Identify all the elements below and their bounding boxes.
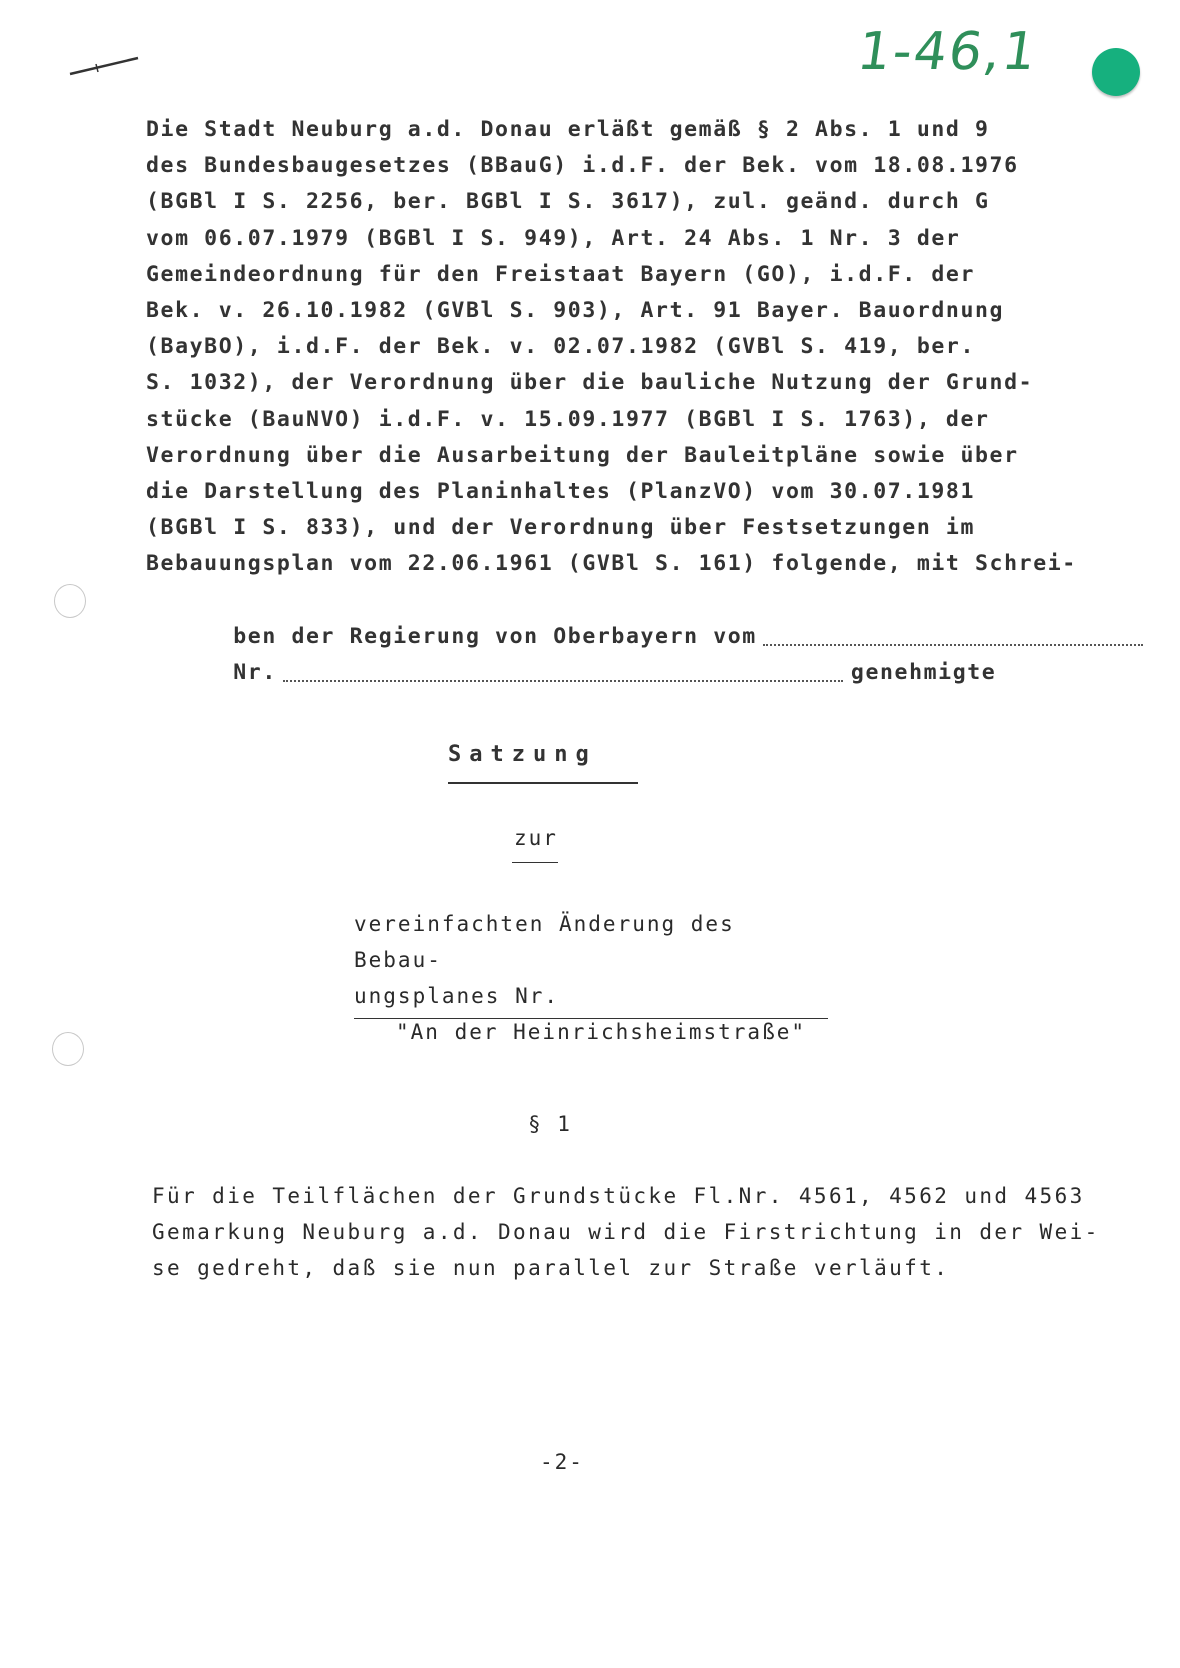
preamble-line-text: Nr. xyxy=(233,659,277,685)
preamble-line: des Bundesbaugesetzes (BBauG) i.d.F. der Bek. vom 18.08.1976 xyxy=(146,153,1019,179)
heading-connector: zur xyxy=(514,826,558,850)
body-line: Für die Teilflächen der Grundstücke Fl.Nr. 4561, 4562 und 4563 xyxy=(152,1184,1085,1208)
page-number: -2- xyxy=(540,1450,584,1474)
preamble-line: (BGBl I S. 2256, ber. BGBl I S. 3617), zul. geänd. durch G xyxy=(146,189,990,215)
pen-stroke-mark xyxy=(66,50,146,80)
preamble-line: stücke (BauNVO) i.d.F. v. 15.09.1977 (BGBl I S. 1763), der xyxy=(146,406,990,432)
heading-underline xyxy=(448,782,638,784)
preamble-line: S. 1032), der Verordnung über die bauliche Nutzung der Grund- xyxy=(146,370,1034,396)
preamble-line xyxy=(146,582,1076,649)
preamble-line: Gemeindeordnung für den Freistaat Bayern (GO), i.d.F. der xyxy=(146,261,976,287)
handwritten-annotation: 1-46,1 xyxy=(853,22,1042,82)
preamble xyxy=(146,112,1077,685)
connector-underline xyxy=(512,862,558,863)
preamble-line: Die Stadt Neuburg a.d. Donau erläßt gemäß § 2 Abs. 1 und 9 xyxy=(146,117,990,142)
fill-in-number-blank xyxy=(283,664,843,682)
subject-underline xyxy=(354,1018,828,1019)
preamble-line: Bek. v. 26.10.1982 (GVBl S. 903), Art. 91 Bayer. Bauordnung xyxy=(146,297,1005,323)
preamble-line: (BayBO), i.d.F. der Bek. v. 02.07.1982 (GVBl S. 419, ber. xyxy=(146,334,976,360)
preamble-line: vom 06.07.1979 (BGBl I S. 949), Art. 24 Abs. 1 Nr. 3 der xyxy=(146,225,961,251)
paragraph-number: § 1 xyxy=(528,1112,572,1136)
preamble-line: Verordnung über die Ausarbeitung der Bauleitpläne sowie über xyxy=(146,442,1019,468)
preamble-line: Bebauungsplan vom 22.06.1961 (GVBl S. 161) folgende, mit Schrei- xyxy=(146,551,1077,577)
body-line: se gedreht, daß sie nun parallel zur Straße verläuft. xyxy=(152,1256,950,1280)
preamble-line: die Darstellung des Planinhaltes (PlanzVO) vom 30.07.1981 xyxy=(146,478,976,504)
paragraph-body xyxy=(152,1178,1100,1286)
document-heading: Satzung xyxy=(448,742,597,767)
subject-line: vereinfachten Änderung des Bebau- xyxy=(354,912,735,972)
punch-hole xyxy=(52,1032,84,1066)
subject-title xyxy=(354,906,834,1050)
subject-line: ungsplanes Nr. xyxy=(354,984,560,1008)
preamble-line-text: genehmigte xyxy=(850,659,997,685)
preamble-line-text: ben der Regierung von Oberbayern vom xyxy=(233,623,757,649)
fill-in-date-blank xyxy=(763,628,1143,646)
body-line: Gemarkung Neuburg a.d. Donau wird die Firstrichtung in der Wei- xyxy=(152,1220,1100,1244)
green-sticker-dot xyxy=(1092,48,1140,96)
preamble-line: (BGBl I S. 833), und der Verordnung über Festsetzungen im xyxy=(146,515,976,541)
subject-line: "An der Heinrichsheimstraße" xyxy=(396,1020,807,1044)
punch-hole xyxy=(54,584,86,618)
